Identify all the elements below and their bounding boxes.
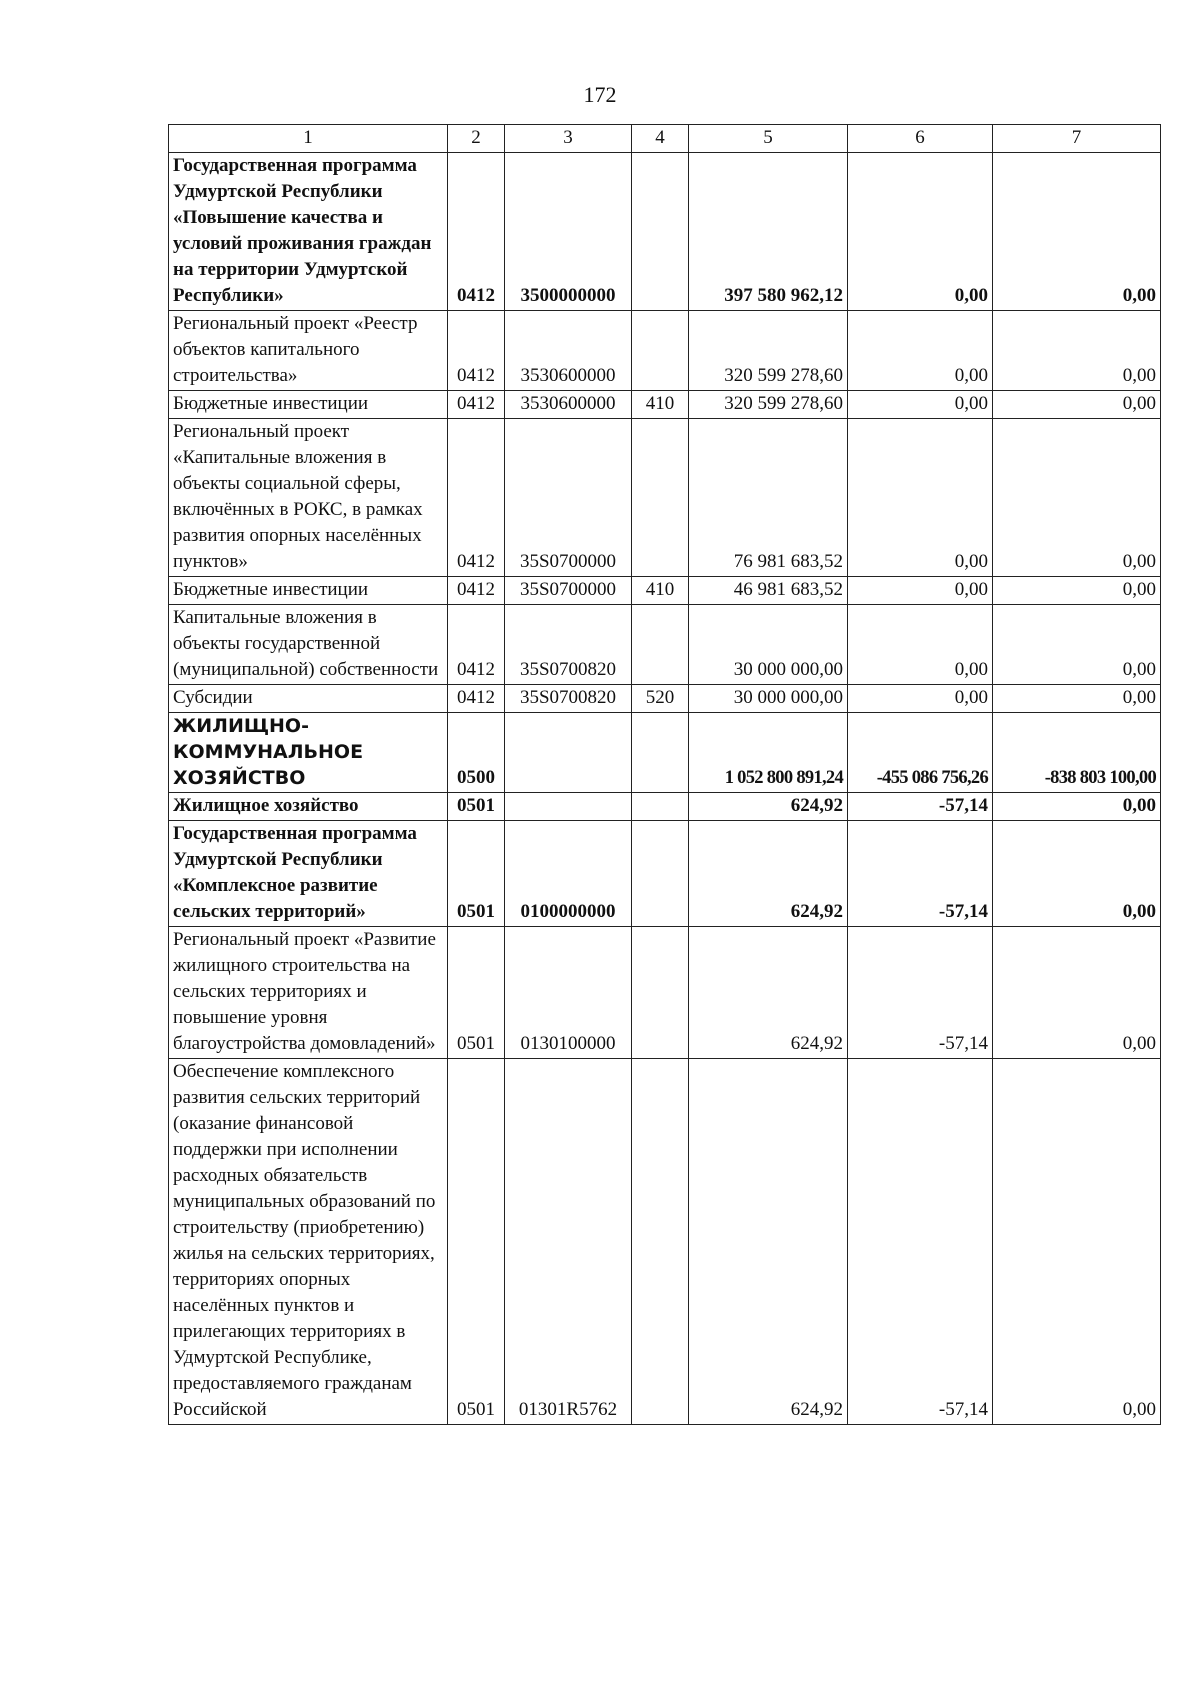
amount-col6: -57,14 (848, 1059, 993, 1425)
amount-col6: 0,00 (848, 153, 993, 311)
section-code: 0501 (448, 821, 505, 927)
target-code: 0100000000 (505, 821, 632, 927)
type-code (632, 713, 689, 793)
amount-col7: 0,00 (993, 311, 1161, 391)
target-code: 0130100000 (505, 927, 632, 1059)
amount-col7: 0,00 (993, 685, 1161, 713)
target-code: 3500000000 (505, 153, 632, 311)
amount-col7: -838 803 100,00 (993, 713, 1161, 793)
row-name: Региональный проект «Реестр объектов капитального строительства» (169, 311, 448, 391)
table-row (169, 821, 1161, 927)
table-row (169, 153, 1161, 311)
target-code: 01301R5762 (505, 1059, 632, 1425)
amount-col5: 320 599 278,60 (689, 311, 848, 391)
type-code (632, 821, 689, 927)
amount-col5: 46 981 683,52 (689, 577, 848, 605)
amount-col6: -57,14 (848, 927, 993, 1059)
type-code: 410 (632, 577, 689, 605)
target-code: 3530600000 (505, 311, 632, 391)
type-code: 520 (632, 685, 689, 713)
amount-col7: 0,00 (993, 391, 1161, 419)
section-code: 0501 (448, 793, 505, 821)
amount-col6: 0,00 (848, 605, 993, 685)
row-name: Субсидии (169, 685, 448, 713)
type-code (632, 793, 689, 821)
amount-col7: 0,00 (993, 605, 1161, 685)
table-row (169, 419, 1161, 577)
amount-col7: 0,00 (993, 927, 1161, 1059)
column-header: 7 (993, 125, 1161, 153)
amount-col5: 624,92 (689, 927, 848, 1059)
amount-col6: -57,14 (848, 793, 993, 821)
amount-col7: 0,00 (993, 577, 1161, 605)
target-code (505, 713, 632, 793)
row-name: Региональный проект «Капитальные вложения в объекты социальной сферы, включённых в РОКС, в рамках развития опорных населённых пунктов» (169, 419, 448, 577)
type-code (632, 605, 689, 685)
type-code (632, 311, 689, 391)
amount-col5: 30 000 000,00 (689, 605, 848, 685)
row-name: ЖИЛИЩНО-КОММУНАЛЬНОЕ ХОЗЯЙСТВО (169, 713, 448, 793)
amount-col7: 0,00 (993, 419, 1161, 577)
amount-col6: 0,00 (848, 311, 993, 391)
table-row (169, 605, 1161, 685)
type-code: 410 (632, 391, 689, 419)
row-name: Бюджетные инвестиции (169, 391, 448, 419)
section-code: 0412 (448, 605, 505, 685)
amount-col7: 0,00 (993, 1059, 1161, 1425)
row-name: Региональный проект «Развитие жилищного строительства на сельских территориях и повышение уровня благоустройства домовладений» (169, 927, 448, 1059)
amount-col7: 0,00 (993, 793, 1161, 821)
amount-col6: 0,00 (848, 419, 993, 577)
amount-col7: 0,00 (993, 153, 1161, 311)
row-name: Капитальные вложения в объекты государственной (муниципальной) собственности (169, 605, 448, 685)
amount-col5: 30 000 000,00 (689, 685, 848, 713)
table-row (169, 577, 1161, 605)
amount-col5: 320 599 278,60 (689, 391, 848, 419)
column-header: 2 (448, 125, 505, 153)
type-code (632, 927, 689, 1059)
section-code: 0500 (448, 713, 505, 793)
table-row (169, 927, 1161, 1059)
column-header: 5 (689, 125, 848, 153)
target-code: 35S0700820 (505, 685, 632, 713)
amount-col7: 0,00 (993, 821, 1161, 927)
row-name: Обеспечение комплексного развития сельских территорий (оказание финансовой поддержки при исполнении расходных обязательств муниципальных образований по строительству (приобретению) жилья на сельских территориях, территориях опорных населённых пунктов и прилегающих территориях в Удмуртской Республике, предоставляемого гражданам Российской (169, 1059, 448, 1425)
type-code (632, 1059, 689, 1425)
section-code: 0412 (448, 391, 505, 419)
target-code: 3530600000 (505, 391, 632, 419)
section-code: 0412 (448, 577, 505, 605)
section-code: 0412 (448, 311, 505, 391)
amount-col5: 76 981 683,52 (689, 419, 848, 577)
amount-col6: -455 086 756,26 (848, 713, 993, 793)
column-header: 1 (169, 125, 448, 153)
row-name: Бюджетные инвестиции (169, 577, 448, 605)
type-code (632, 419, 689, 577)
target-code: 35S0700000 (505, 577, 632, 605)
amount-col5: 624,92 (689, 821, 848, 927)
column-header: 6 (848, 125, 993, 153)
section-code: 0412 (448, 419, 505, 577)
table-row (169, 713, 1161, 793)
column-header: 3 (505, 125, 632, 153)
amount-col5: 624,92 (689, 1059, 848, 1425)
row-name: Государственная программа Удмуртской Республики «Комплексное развитие сельских территорий» (169, 821, 448, 927)
amount-col6: -57,14 (848, 821, 993, 927)
target-code (505, 793, 632, 821)
table-row (169, 311, 1161, 391)
table-row (169, 1059, 1161, 1425)
amount-col6: 0,00 (848, 685, 993, 713)
table-row (169, 391, 1161, 419)
page-number: 172 (583, 82, 617, 107)
amount-col5: 1 052 800 891,24 (689, 713, 848, 793)
table-row (169, 793, 1161, 821)
amount-col6: 0,00 (848, 577, 993, 605)
section-code: 0412 (448, 685, 505, 713)
section-code: 0412 (448, 153, 505, 311)
target-code: 35S0700820 (505, 605, 632, 685)
row-name: Жилищное хозяйство (169, 793, 448, 821)
row-name: Государственная программа Удмуртской Республики «Повышение качества и условий проживания граждан на территории Удмуртской Республики» (169, 153, 448, 311)
budget-table (168, 124, 1161, 1425)
target-code: 35S0700000 (505, 419, 632, 577)
section-code: 0501 (448, 927, 505, 1059)
amount-col6: 0,00 (848, 391, 993, 419)
amount-col5: 397 580 962,12 (689, 153, 848, 311)
type-code (632, 153, 689, 311)
column-header: 4 (632, 125, 689, 153)
amount-col5: 624,92 (689, 793, 848, 821)
table-row (169, 685, 1161, 713)
section-code: 0501 (448, 1059, 505, 1425)
column-numbers-row (169, 125, 1161, 153)
